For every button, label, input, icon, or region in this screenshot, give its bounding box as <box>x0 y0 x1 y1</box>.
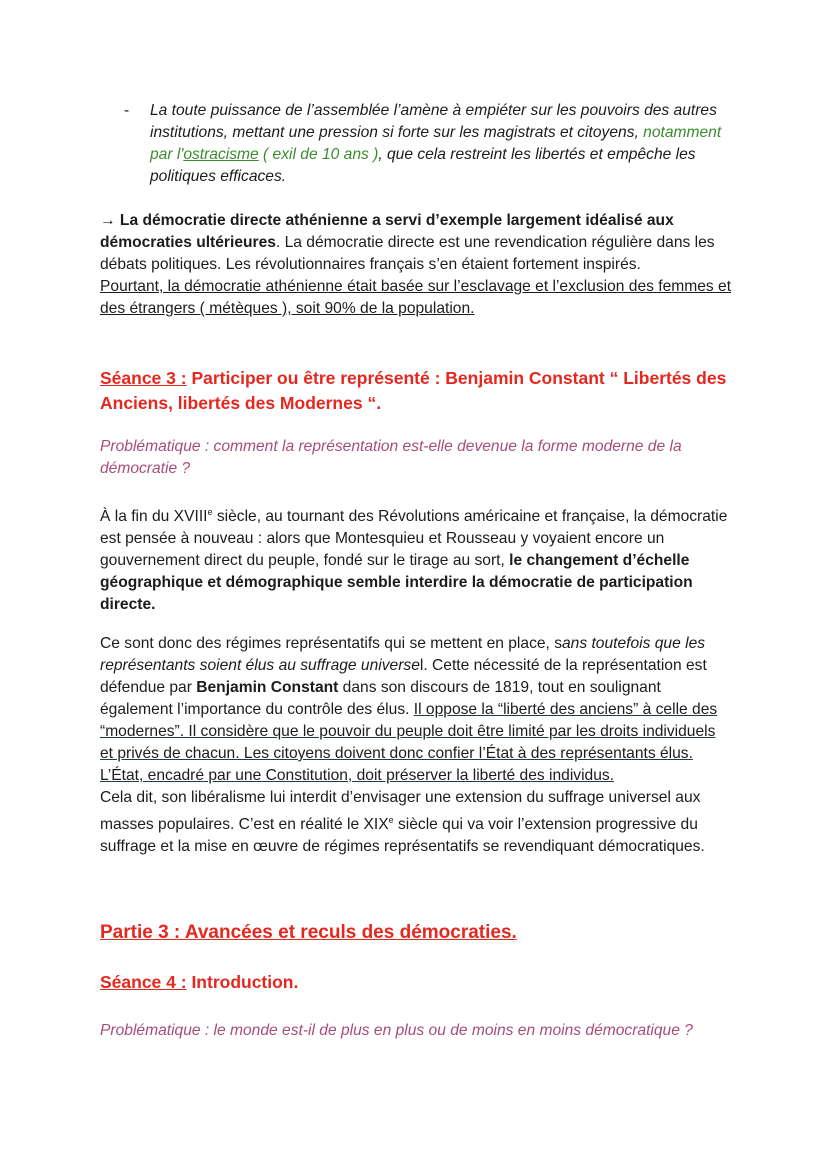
green-text: ( exil de 10 ans ) <box>258 146 379 163</box>
text: siècle qui va voir l’extension progressive du suffrage et la mise en œuvre de régimes représentatifs se revendiquant démocratiques. <box>100 816 705 856</box>
superscript: e <box>388 815 394 825</box>
text: dans son discours de 1819, tout en soulignant également l’importance du contrôle des élus. <box>100 679 661 718</box>
text: siècle, au tournant des Révolutions américaine et française, la démocratie est pensée à nouveau : alors que Montesquieu et Rousseau y voyaient encore un gouvernement direct du peuple, fondé sur le tirage au sort, <box>100 508 728 570</box>
heading-title: Introduction. <box>186 972 299 992</box>
text: À la fin du XVIII <box>100 508 208 526</box>
bullet-paragraph <box>150 100 735 188</box>
bold-text: → La démocratie directe athénienne a servi d’exemple largement idéalisé aux démocraties ultérieures <box>100 212 674 251</box>
text: l. Cette nécessité de la représentation est défendue par <box>100 657 707 696</box>
heading-title: Participer ou être représenté : Benjamin Constant “ Libertés des Anciens, libertés des Modernes “. <box>100 368 727 413</box>
bold-text: le changement d’échelle géographique et démographique semble interdire la démocratie de participation directe. <box>100 552 693 614</box>
paragraph-1 <box>100 501 732 616</box>
heading-label: Séance 3 : <box>100 368 187 388</box>
italic-text: ans toutefois que les représentants soient élus au suffrage universe <box>100 635 706 674</box>
seance4-heading <box>100 970 732 995</box>
conclusion-paragraph <box>100 210 732 320</box>
ostracisme-term: ostracisme <box>183 146 259 163</box>
text: , que cela restreint les libertés et empêche les politiques efficaces. <box>150 146 696 185</box>
bullet-dash: - <box>124 102 130 119</box>
text: La toute puissance de l’assemblée l’amène à empiéter sur les pouvoirs des autres institutions, mettant une pression si forte sur les magistrats et citoyens, <box>150 102 717 141</box>
text: Ce sont donc des régimes représentatifs qui se mettent en place, s <box>100 635 562 652</box>
text: Cela dit, son libéralisme lui interdit d’envisager une extension du suffrage universel aux masses populaires. C’est en réalité le XIX <box>100 789 701 834</box>
bold-text: Benjamin Constant <box>196 679 339 696</box>
seance3-heading <box>100 366 732 416</box>
heading-label: Séance 4 : <box>100 972 187 992</box>
green-text: notamment par l' <box>150 124 722 163</box>
text: . La démocratie directe est une revendication régulière dans les débats politiques. Les révolutionnaires français s’en étaient fortement inspirés. <box>100 234 715 273</box>
problematique-4: Problématique : le monde est-il de plus en plus ou de moins en moins démocratique ? <box>100 1022 693 1039</box>
problematique-3: Problématique : comment la représentation est-elle devenue la forme moderne de la démocratie ? <box>100 438 682 477</box>
paragraph-2 <box>100 633 732 858</box>
superscript: e <box>207 507 213 517</box>
underlined-text: Pourtant, la démocratie athénienne était basée sur l’esclavage et l’exclusion des femmes et des étrangers ( métèques ), soit 90% de la population. <box>100 278 732 317</box>
partie3-heading: Partie 3 : Avancées et reculs des démocraties. <box>100 922 517 943</box>
underlined-text: Il oppose la “liberté des anciens” à celle des “modernes”. Il considère que le pouvoir du peuple doit être limité par les droits individuels et privés de chacun. Les citoyens doivent donc confier l’État à des représentants élus. L’État, encadré par une Constitution, doit préserver la liberté des individus. <box>100 701 718 784</box>
